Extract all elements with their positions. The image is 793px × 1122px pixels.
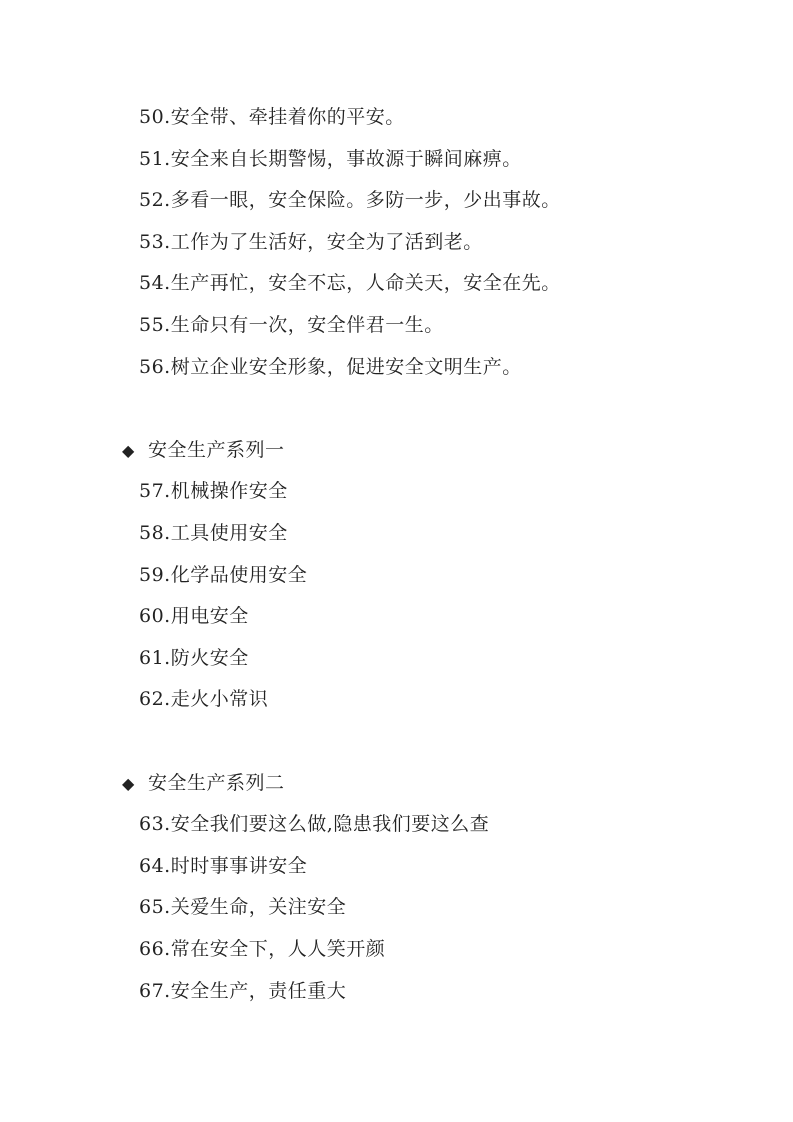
list-item: 65.关爱生命，关注安全 xyxy=(139,896,347,918)
list-item: 59.化学品使用安全 xyxy=(139,564,308,586)
list-item: 64.时时事事讲安全 xyxy=(139,855,308,877)
list-item: 52.多看一眼，安全保险。多防一步，少出事故。 xyxy=(139,189,561,211)
list-item: 58.工具使用安全 xyxy=(139,522,288,544)
list-item: 55.生命只有一次，安全伴君一生。 xyxy=(139,314,444,336)
list-item: 67.安全生产，责任重大 xyxy=(139,980,347,1002)
diamond-bullet-icon: ◆ xyxy=(122,441,135,460)
list-item: 62.走火小常识 xyxy=(139,688,269,710)
section-heading-series-2 xyxy=(122,771,285,796)
section-title: 安全生产系列一 xyxy=(148,439,285,461)
section-title: 安全生产系列二 xyxy=(148,772,285,794)
list-item: 57.机械操作安全 xyxy=(139,480,288,502)
list-item: 50.安全带、牵挂着你的平安。 xyxy=(139,106,405,128)
list-item: 61.防火安全 xyxy=(139,647,249,669)
list-item: 66.常在安全下，人人笑开颜 xyxy=(139,938,386,960)
list-item: 53.工作为了生活好，安全为了活到老。 xyxy=(139,231,483,253)
list-item: 51.安全来自长期警惕，事故源于瞬间麻痹。 xyxy=(139,148,522,170)
diamond-bullet-icon: ◆ xyxy=(122,774,135,793)
section-heading-series-1 xyxy=(122,438,285,463)
list-item: 54.生产再忙，安全不忘，人命关天，安全在先。 xyxy=(139,272,561,294)
list-item: 60.用电安全 xyxy=(139,605,249,627)
list-item: 63.安全我们要这么做,隐患我们要这么查 xyxy=(139,813,490,835)
list-item: 56.树立企业安全形象，促进安全文明生产。 xyxy=(139,356,522,378)
